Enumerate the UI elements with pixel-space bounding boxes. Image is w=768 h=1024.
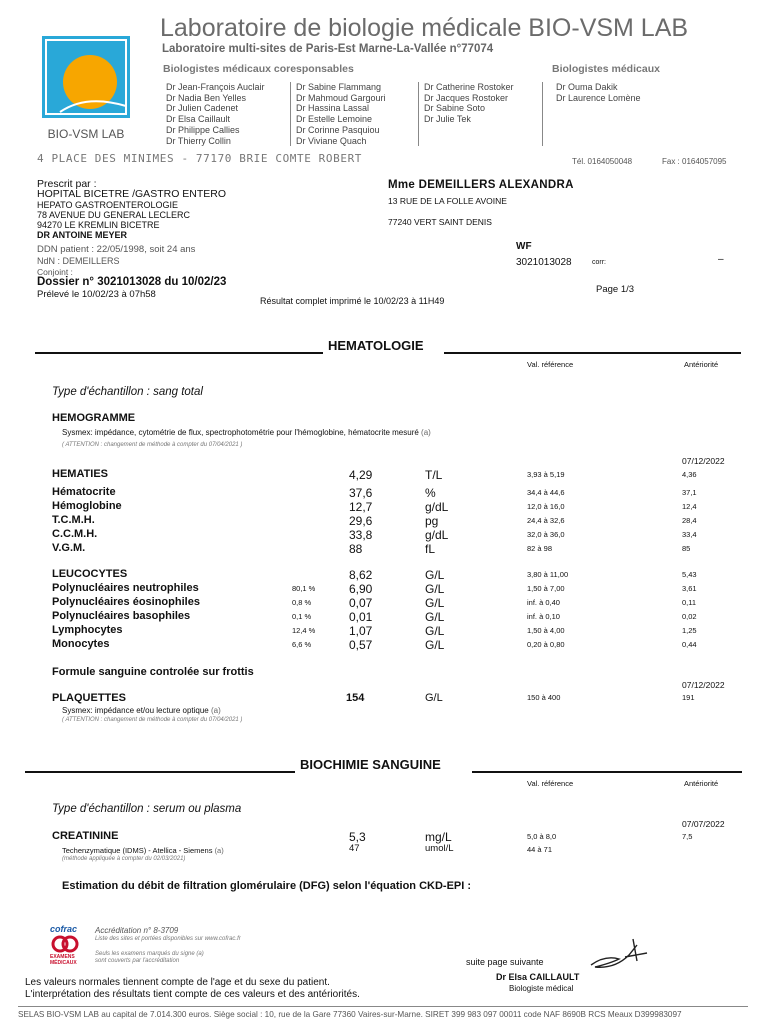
doctor-name: Dr Elsa Caillault <box>166 114 231 125</box>
anteriorite-date-1: 07/12/2022 <box>682 456 725 466</box>
doctors-col-1 <box>166 82 265 146</box>
test-name: Hémoglobine <box>52 500 122 512</box>
cofrac-logo <box>50 924 86 966</box>
creatinine-value: 5,3 <box>349 830 366 844</box>
test-percent: 0,1 % <box>292 612 312 621</box>
section-rule-right <box>472 771 742 773</box>
test-name: Monocytes <box>52 638 110 650</box>
section-rule-left <box>35 352 323 354</box>
patient-dash: – <box>718 254 724 265</box>
doctor-name: Dr Julie Tek <box>424 114 471 125</box>
patient-ref: 3021013028 <box>516 257 572 268</box>
lab-tel: Tél. 0164050048 <box>572 157 633 166</box>
section-rule-right <box>444 352 741 354</box>
test-previous: 33,4 <box>682 530 697 539</box>
method-text: Sysmex: impédance, cytométrie de flux, spectrophotométrie pour l'hémoglobine, hématocrite mesuré <box>62 428 419 437</box>
footer-rule <box>18 1006 748 1007</box>
test-value: 33,8 <box>349 528 373 542</box>
doctor-name: Dr Ouma Dakik <box>556 82 618 92</box>
test-name: Polynucléaires basophiles <box>52 610 191 622</box>
test-previous: 85 <box>682 544 691 553</box>
patient-ndn: NdN : DEMEILLERS <box>37 256 120 266</box>
test-value: 0,57 <box>349 638 373 652</box>
accreditation-note1: Seuls les examens marqués du signe (a) <box>95 951 204 957</box>
next-page-text: suite page suivante <box>466 957 544 967</box>
test-unit: G/L <box>425 610 445 624</box>
test-reference: inf. à 0,10 <box>527 612 560 621</box>
biochimie-date: 07/07/2022 <box>682 819 725 829</box>
hemato-sample-type: Type d'échantillon : sang total <box>52 386 203 398</box>
test-previous: 0,11 <box>682 598 697 607</box>
doctor-name: Dr Julien Cadenet <box>166 103 239 114</box>
doctor-name: Dr Philippe Callies <box>166 124 240 135</box>
accreditation-sites: Liste des sites et portées disponibles sur www.cofrac.fr <box>95 936 241 942</box>
doctors-col-3 <box>424 82 514 125</box>
sample-date: Prélevé le 10/02/23 à 07h58 <box>37 289 156 300</box>
test-reference: 1,50 à 4,00 <box>527 626 565 635</box>
dossier-number: Dossier n° 3021013028 du 10/02/23 <box>37 276 227 288</box>
patient-conjoint: Conjoint : <box>37 267 73 277</box>
doctor-name: Dr Hassina Lassal <box>296 103 370 114</box>
test-value: 8,62 <box>349 568 373 582</box>
test-value: 6,90 <box>349 582 373 596</box>
test-reference: 82 à 98 <box>527 544 553 553</box>
patient-ddn: DDN patient : 22/05/1998, soit 24 ans <box>37 244 196 255</box>
plaquettes-attention: ( ATTENTION : changement de méthode à compter du 07/04/2021 ) <box>62 717 243 723</box>
prescriber-label: Prescrit par : <box>37 178 97 190</box>
test-reference: 3,93 à 5,19 <box>527 470 565 479</box>
formule-text: Formule sanguine controlée sur frottis <box>52 666 254 678</box>
creatinine-prev: 7,5 <box>682 832 693 841</box>
test-previous: 12,4 <box>682 502 697 511</box>
doctor-name: Dr Viviane Quach <box>296 135 367 146</box>
prescriber-line1: HOPITAL BICETRE /GASTRO ENTERO <box>37 188 227 200</box>
patient-name: Mme DEMEILLERS ALEXANDRA <box>388 179 574 191</box>
test-reference: 24,4 à 32,6 <box>527 516 565 525</box>
lab-subtitle: Laboratoire multi-sites de Paris-Est Marne-La-Vallée n°77074 <box>162 43 494 55</box>
doctors-col-4 <box>556 82 641 103</box>
accreditation-mark: (a) <box>421 428 431 437</box>
test-reference: 3,80 à 11,00 <box>527 570 569 579</box>
prescriber-doctor: DR ANTOINE MEYER <box>37 230 128 240</box>
cofrac-emblem-icon <box>50 934 82 954</box>
test-unit: G/L <box>425 582 445 596</box>
test-value: 12,7 <box>349 500 373 514</box>
patient-wf: WF <box>516 241 532 252</box>
printed-date: Résultat complet imprimé le 10/02/23 à 11H49 <box>260 296 445 306</box>
dfg-text: Estimation du débit de filtration glomérulaire (DFG) selon l'équation CKD-EPI : <box>62 880 472 892</box>
test-reference: 0,20 à 0,80 <box>527 640 565 649</box>
creatinine-unit: mg/L <box>425 830 452 844</box>
signature-icon <box>585 933 655 973</box>
test-reference: 32,0 à 36,0 <box>527 530 565 539</box>
doctor-name: Dr Sabine Soto <box>424 103 486 114</box>
hemato-title: HEMATOLOGIE <box>328 338 424 353</box>
signer-name: Dr Elsa CAILLAULT <box>496 972 580 982</box>
accreditation-mark: (a) <box>214 846 224 855</box>
legal-notice: SELAS BIO-VSM LAB au capital de 7.014.300 euros. Siège social : 10, rue de la Gare 77360 Vaires-sur-Marne. SIRET 399 983 097 00011 code NAF 8690B RCS Meaux D399983097 <box>18 1010 682 1019</box>
biochimie-title: BIOCHIMIE SANGUINE <box>300 757 441 772</box>
test-reference: 12,0 à 16,0 <box>527 502 565 511</box>
section-rule-left <box>25 771 295 773</box>
creatinine-ref: 5,0 à 8,0 <box>527 832 557 841</box>
test-percent: 6,6 % <box>292 640 312 649</box>
test-previous: 37,1 <box>682 488 697 497</box>
doctor-name: Dr Estelle Lemoine <box>296 114 373 125</box>
plaquettes-name: PLAQUETTES <box>52 692 126 704</box>
test-name: Polynucléaires neutrophiles <box>52 582 199 594</box>
prescriber-line2: HEPATO GASTROENTEROLOGIE <box>37 200 179 210</box>
biochimie-sample-type: Type d'échantillon : serum ou plasma <box>52 803 242 815</box>
test-percent: 0,8 % <box>292 598 312 607</box>
doctor-name: Dr Laurence Lomène <box>556 92 641 103</box>
creatinine-note: (méthode appliquée à compter du 02/03/2021) <box>62 856 186 862</box>
creatinine-value2: 47 <box>349 843 360 854</box>
test-reference: 1,50 à 7,00 <box>527 584 565 593</box>
test-percent: 80,1 % <box>292 584 316 593</box>
co-resp-title: Biologistes médicaux coresponsables <box>163 63 354 75</box>
footer-note2: L'interprétation des résultats tient compte de ces valeurs et des antériorités. <box>25 989 360 1000</box>
test-value: 88 <box>349 542 363 556</box>
plaquettes-method <box>62 706 221 715</box>
test-percent: 12,4 % <box>292 626 316 635</box>
test-previous: 0,44 <box>682 640 697 649</box>
prescriber-line3: 78 AVENUE DU GENERAL LECLERC <box>37 210 191 220</box>
divider <box>418 82 419 146</box>
test-unit: % <box>425 486 436 500</box>
test-unit: G/L <box>425 568 445 582</box>
prescriber-line4: 94270 LE KREMLIN BICETRE <box>37 220 160 230</box>
logo-text: BIO-VSM LAB <box>47 127 125 141</box>
accreditation-number: Accréditation n° 8-3709 <box>95 926 179 935</box>
test-name: LEUCOCYTES <box>52 568 128 580</box>
test-reference: 34,4 à 44,6 <box>527 488 565 497</box>
doctor-name: Dr Catherine Rostoker <box>424 82 514 92</box>
test-previous: 3,61 <box>682 584 697 593</box>
method-text: Techenzymatique (IDMS) - Atellica - Siemens <box>62 846 213 855</box>
biochimie-valref-header: Val. référence <box>527 779 574 788</box>
lab-logo-icon <box>40 34 132 120</box>
test-name: T.C.M.H. <box>52 514 95 526</box>
hemogramme-attention: ( ATTENTION : changement de méthode à compter du 07/04/2021 ) <box>62 442 243 448</box>
patient-corr: corr: <box>592 259 606 266</box>
test-unit: G/L <box>425 624 445 638</box>
test-value: 4,29 <box>349 468 373 482</box>
test-value: 0,07 <box>349 596 373 610</box>
lab-logo <box>40 34 132 141</box>
creatinine-name: CREATININE <box>52 830 119 842</box>
hemogramme-title: HEMOGRAMME <box>52 412 136 424</box>
plaquettes-unit: G/L <box>425 692 443 704</box>
doctor-name: Dr Jacques Rostoker <box>424 92 509 103</box>
test-value: 0,01 <box>349 610 373 624</box>
plaquettes-prev: 191 <box>682 693 695 702</box>
biochimie-anteriorite-header: Antériorité <box>684 779 719 788</box>
accreditation-mark: (a) <box>210 706 221 715</box>
test-reference: inf. à 0,40 <box>527 598 560 607</box>
plaquettes-value: 154 <box>346 692 365 704</box>
hemato-anteriorite-header: Antériorité <box>684 360 719 369</box>
test-unit: fL <box>425 542 436 556</box>
page-number: Page 1/3 <box>596 284 635 295</box>
test-unit: G/L <box>425 596 445 610</box>
test-value: 29,6 <box>349 514 373 528</box>
footer-note1: Les valeurs normales tiennent compte de l'age et du sexe du patient. <box>25 977 330 988</box>
signer-role: Biologiste médical <box>509 984 574 993</box>
doctor-name: Dr Sabine Flammang <box>296 82 382 92</box>
test-value: 1,07 <box>349 624 373 638</box>
test-previous: 28,4 <box>682 516 697 525</box>
test-unit: g/dL <box>425 528 449 542</box>
divider <box>290 82 291 146</box>
doctor-name: Dr Thierry Collin <box>166 135 231 146</box>
test-unit: G/L <box>425 638 445 652</box>
plaquettes-ref: 150 à 400 <box>527 693 561 702</box>
test-unit: T/L <box>425 468 443 482</box>
test-previous: 0,02 <box>682 612 697 621</box>
test-name: V.G.M. <box>52 542 86 554</box>
test-name: Hématocrite <box>52 486 116 498</box>
creatinine-method <box>62 846 224 855</box>
anteriorite-date-2: 07/12/2022 <box>682 680 725 690</box>
patient-street: 13 RUE DE LA FOLLE AVOINE <box>388 196 507 206</box>
lab-title: Laboratoire de biologie médicale BIO-VSM LAB <box>160 14 689 42</box>
test-unit: pg <box>425 514 439 528</box>
test-name: Lymphocytes <box>52 624 123 636</box>
test-previous: 4,36 <box>682 470 697 479</box>
creatinine-unit2: umol/L <box>425 843 454 854</box>
lab-fax: Fax : 0164057095 <box>662 157 727 166</box>
hemogramme-method <box>62 428 431 437</box>
creatinine-ref2: 44 à 71 <box>527 845 553 854</box>
test-name: HEMATIES <box>52 468 109 480</box>
test-previous: 1,25 <box>682 626 697 635</box>
doctor-name: Dr Nadia Ben Yelles <box>166 92 247 103</box>
method-text: Sysmex: impédance et/ou lecture optique <box>62 706 209 715</box>
doctors-col-2 <box>296 82 386 146</box>
cofrac-text: cofrac <box>50 924 78 934</box>
test-unit: g/dL <box>425 500 449 514</box>
divider <box>542 82 543 146</box>
bio-title: Biologistes médicaux <box>552 63 660 75</box>
patient-city: 77240 VERT SAINT DENIS <box>388 217 492 227</box>
doctor-name: Dr Mahmoud Gargouri <box>296 92 386 103</box>
hemato-valref-header: Val. référence <box>527 360 574 369</box>
cofrac-examens: EXAMENS MÉDICAUX <box>50 954 77 966</box>
test-value: 37,6 <box>349 486 373 500</box>
test-name: Polynucléaires éosinophiles <box>52 596 200 608</box>
doctor-name: Dr Jean-François Auclair <box>166 82 265 92</box>
test-name: C.C.M.H. <box>52 528 98 540</box>
accreditation-note2: sont couverts par l'accréditation <box>95 958 180 964</box>
lab-address: 4 PLACE DES MINIMES - 77170 BRIE COMTE ROBERT <box>37 152 363 165</box>
test-previous: 5,43 <box>682 570 697 579</box>
doctor-name: Dr Corinne Pasquiou <box>296 124 380 135</box>
